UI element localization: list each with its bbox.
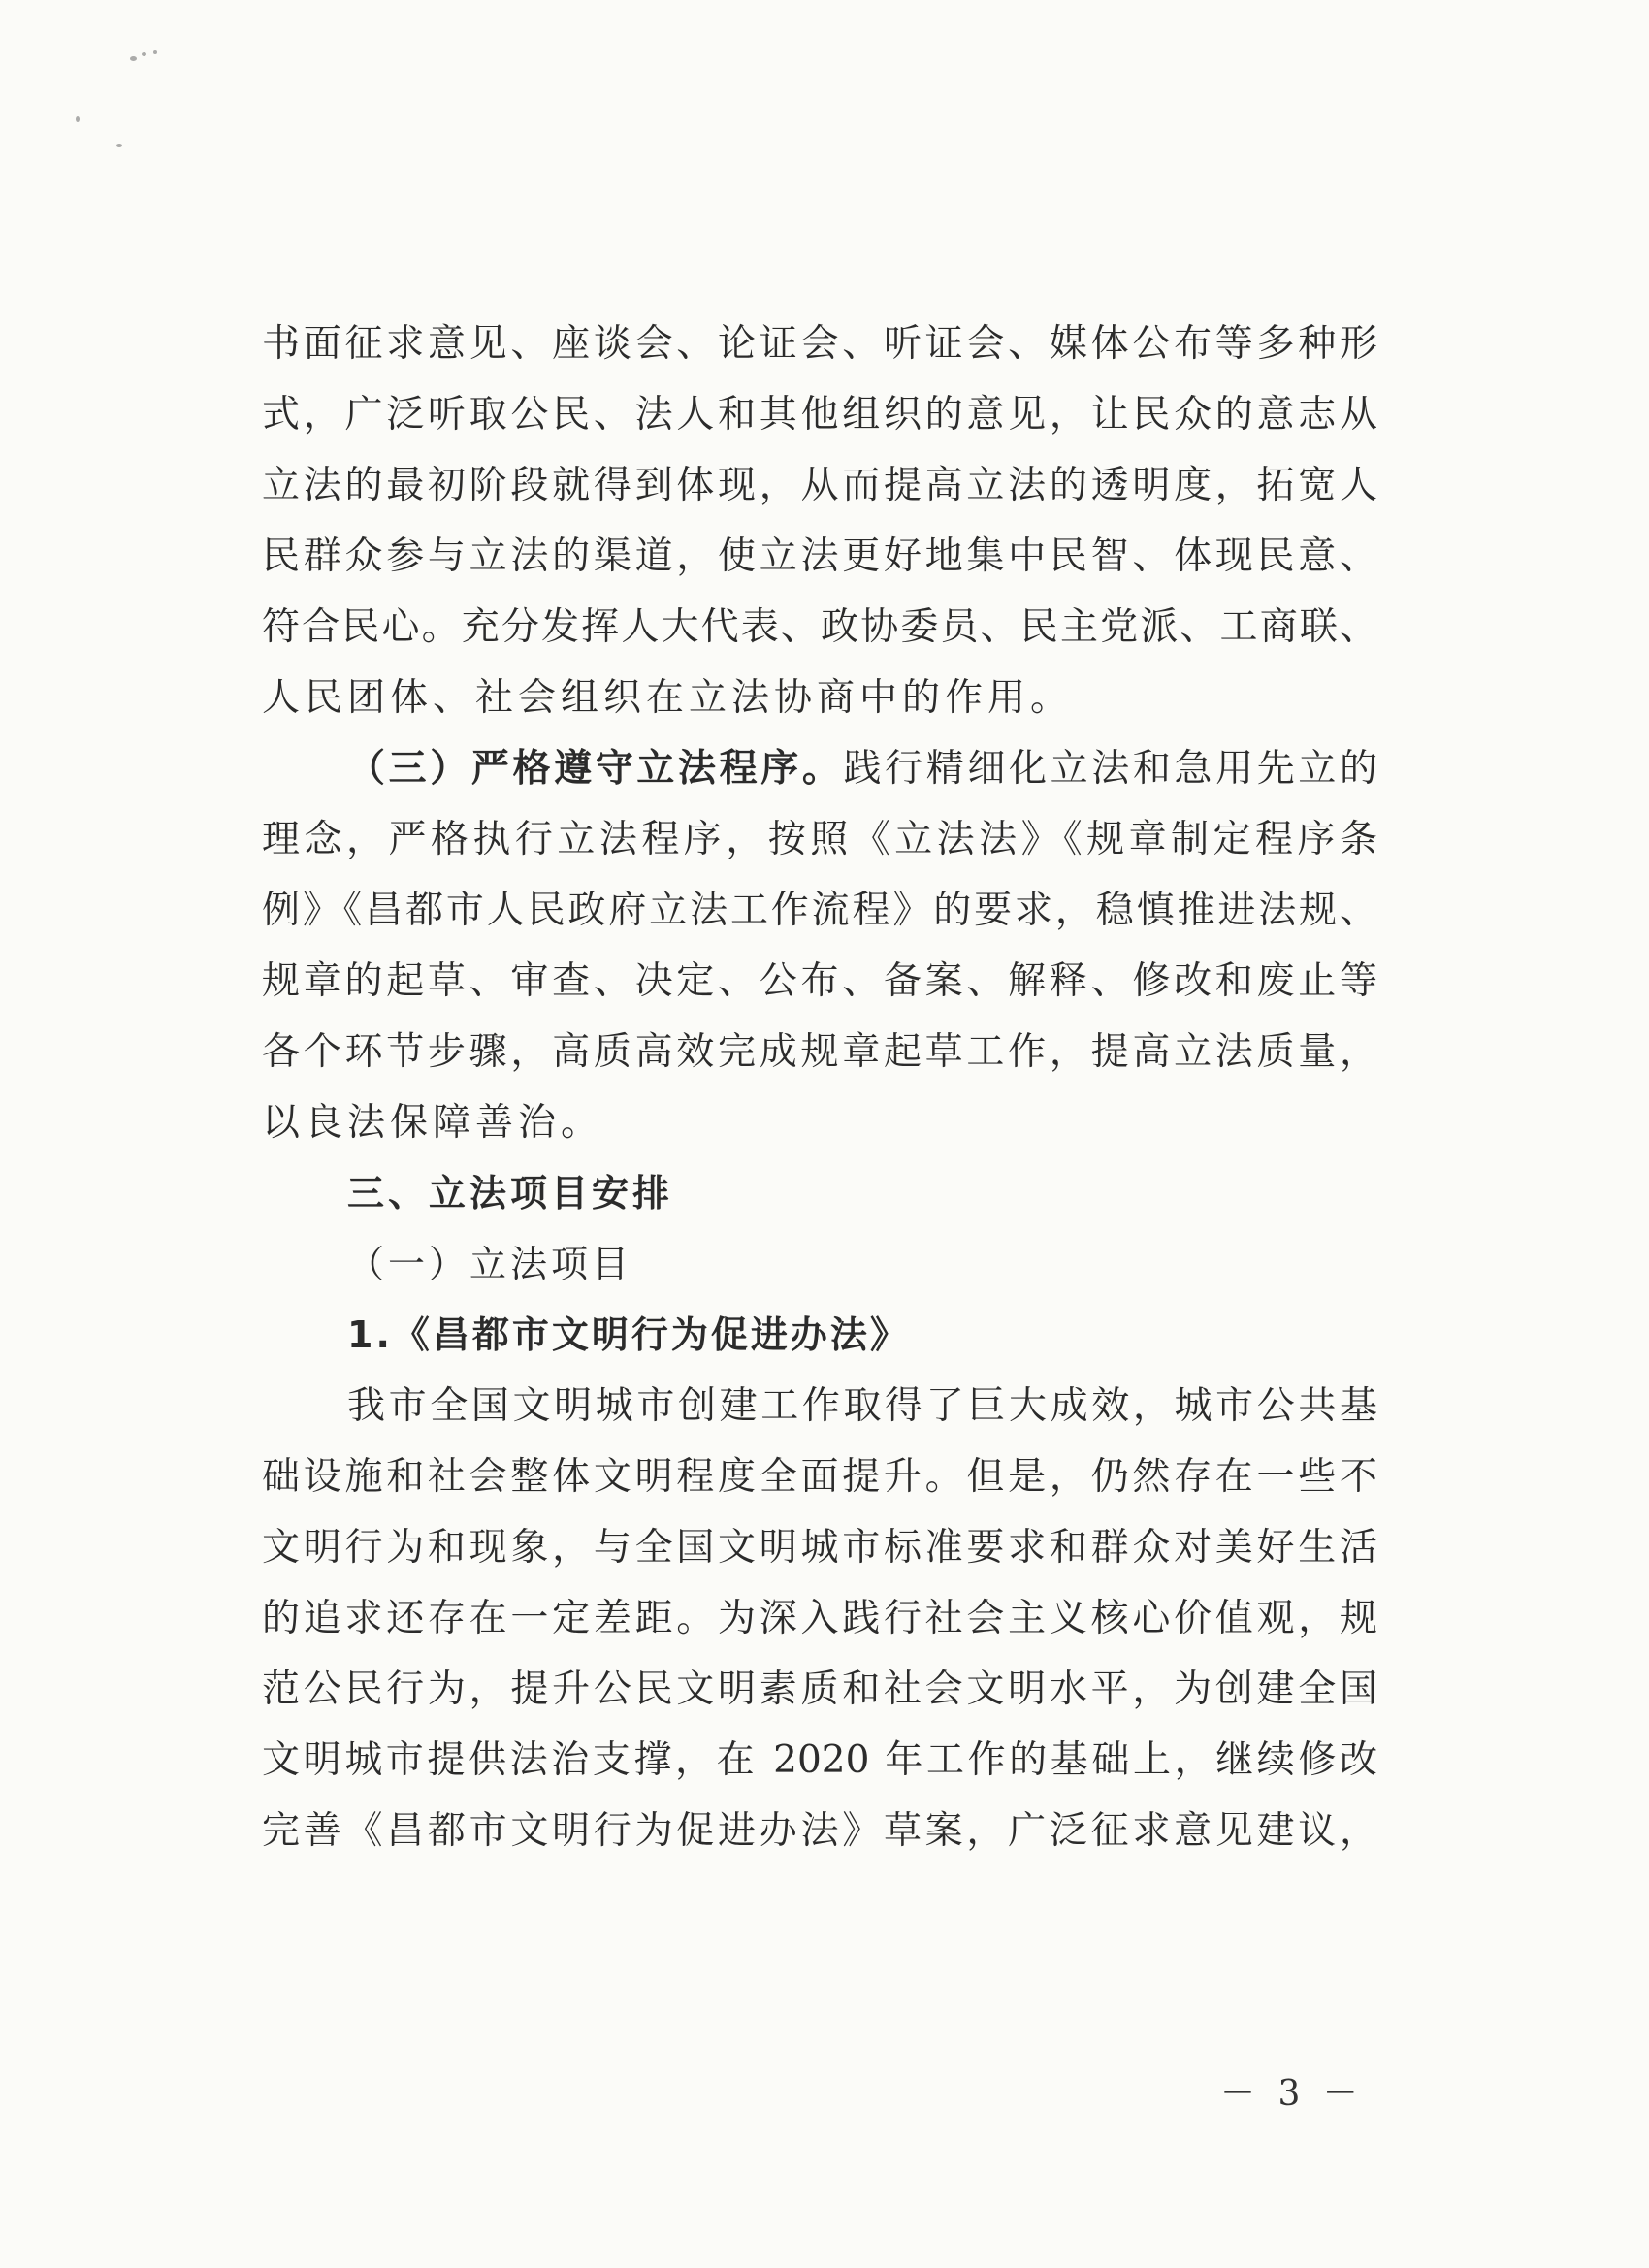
paragraph-1 — [262, 308, 1377, 733]
paragraph-lead-rest: 践行精细化立法和急用先立的 — [843, 747, 1377, 791]
text-line: 范公民行为，提升公民文明素质和社会文明水平，为创建全国 — [262, 1668, 1377, 1711]
text-line: 各个环节步骤，高质高效完成规章起草工作，提高立法质量， — [262, 1030, 1377, 1074]
subsection-heading: （一）立法项目 — [347, 1243, 633, 1285]
text-line: 理念，严格执行立法程序，按照《立法法》《规章制定程序条 — [262, 818, 1377, 861]
paragraph-3 — [262, 1371, 1377, 1866]
scan-speck — [76, 116, 80, 122]
paragraph-2 — [262, 733, 1377, 1158]
text-line: 的追求还存在一定差距。为深入践行社会主义核心价值观，规 — [262, 1597, 1377, 1640]
text-line: 我市全国文明城市创建工作取得了巨大成效，城市公共基 — [347, 1384, 1377, 1428]
text-line: 文明城市提供法治支撑，在 2020 年工作的基础上，继续修改 — [262, 1738, 1377, 1782]
text-line: 文明行为和现象，与全国文明城市标准要求和群众对美好生活 — [262, 1526, 1377, 1570]
text-line: 式，广泛听取公民、法人和其他组织的意见，让民众的意志从 — [262, 393, 1377, 437]
text-line: 人民团体、社会组织在立法协商中的作用。 — [262, 676, 1074, 720]
text-line: 例》《昌都市人民政府立法工作流程》的要求，稳慎推进法规、 — [262, 889, 1377, 932]
text-line: 以良法保障善治。 — [262, 1101, 604, 1145]
text-line: 书面征求意见、座谈会、论证会、听证会、媒体公布等多种形 — [262, 322, 1377, 366]
text-line: 规章的起草、审查、决定、公布、备案、解释、修改和废止等 — [262, 959, 1377, 1003]
section-heading: 三、立法项目安排 — [347, 1172, 674, 1215]
scan-speck — [153, 50, 157, 54]
page-number: － 3 － — [1220, 2074, 1364, 2114]
paragraph-lead: （三）严格遵守立法程序。 — [347, 747, 844, 791]
scan-speck — [116, 144, 122, 147]
scan-speck — [142, 52, 146, 56]
text-line: 础设施和社会整体文明程度全面提升。但是，仍然存在一些不 — [262, 1455, 1377, 1499]
text-line: 符合民心。充分发挥人大代表、政协委员、民主党派、工商联、 — [262, 605, 1377, 649]
scan-speck — [130, 56, 137, 61]
text-line: 民群众参与立法的渠道，使立法更好地集中民智、体现民意、 — [262, 535, 1377, 578]
text-line: 立法的最初阶段就得到体现，从而提高立法的透明度，拓宽人 — [262, 464, 1377, 507]
item-title: 1.《昌都市文明行为促进办法》 — [347, 1313, 910, 1356]
text-line — [262, 733, 1377, 804]
text-line: 完善《昌都市文明行为促进办法》草案，广泛征求意见建议， — [262, 1809, 1377, 1853]
document-body — [262, 308, 1377, 1866]
